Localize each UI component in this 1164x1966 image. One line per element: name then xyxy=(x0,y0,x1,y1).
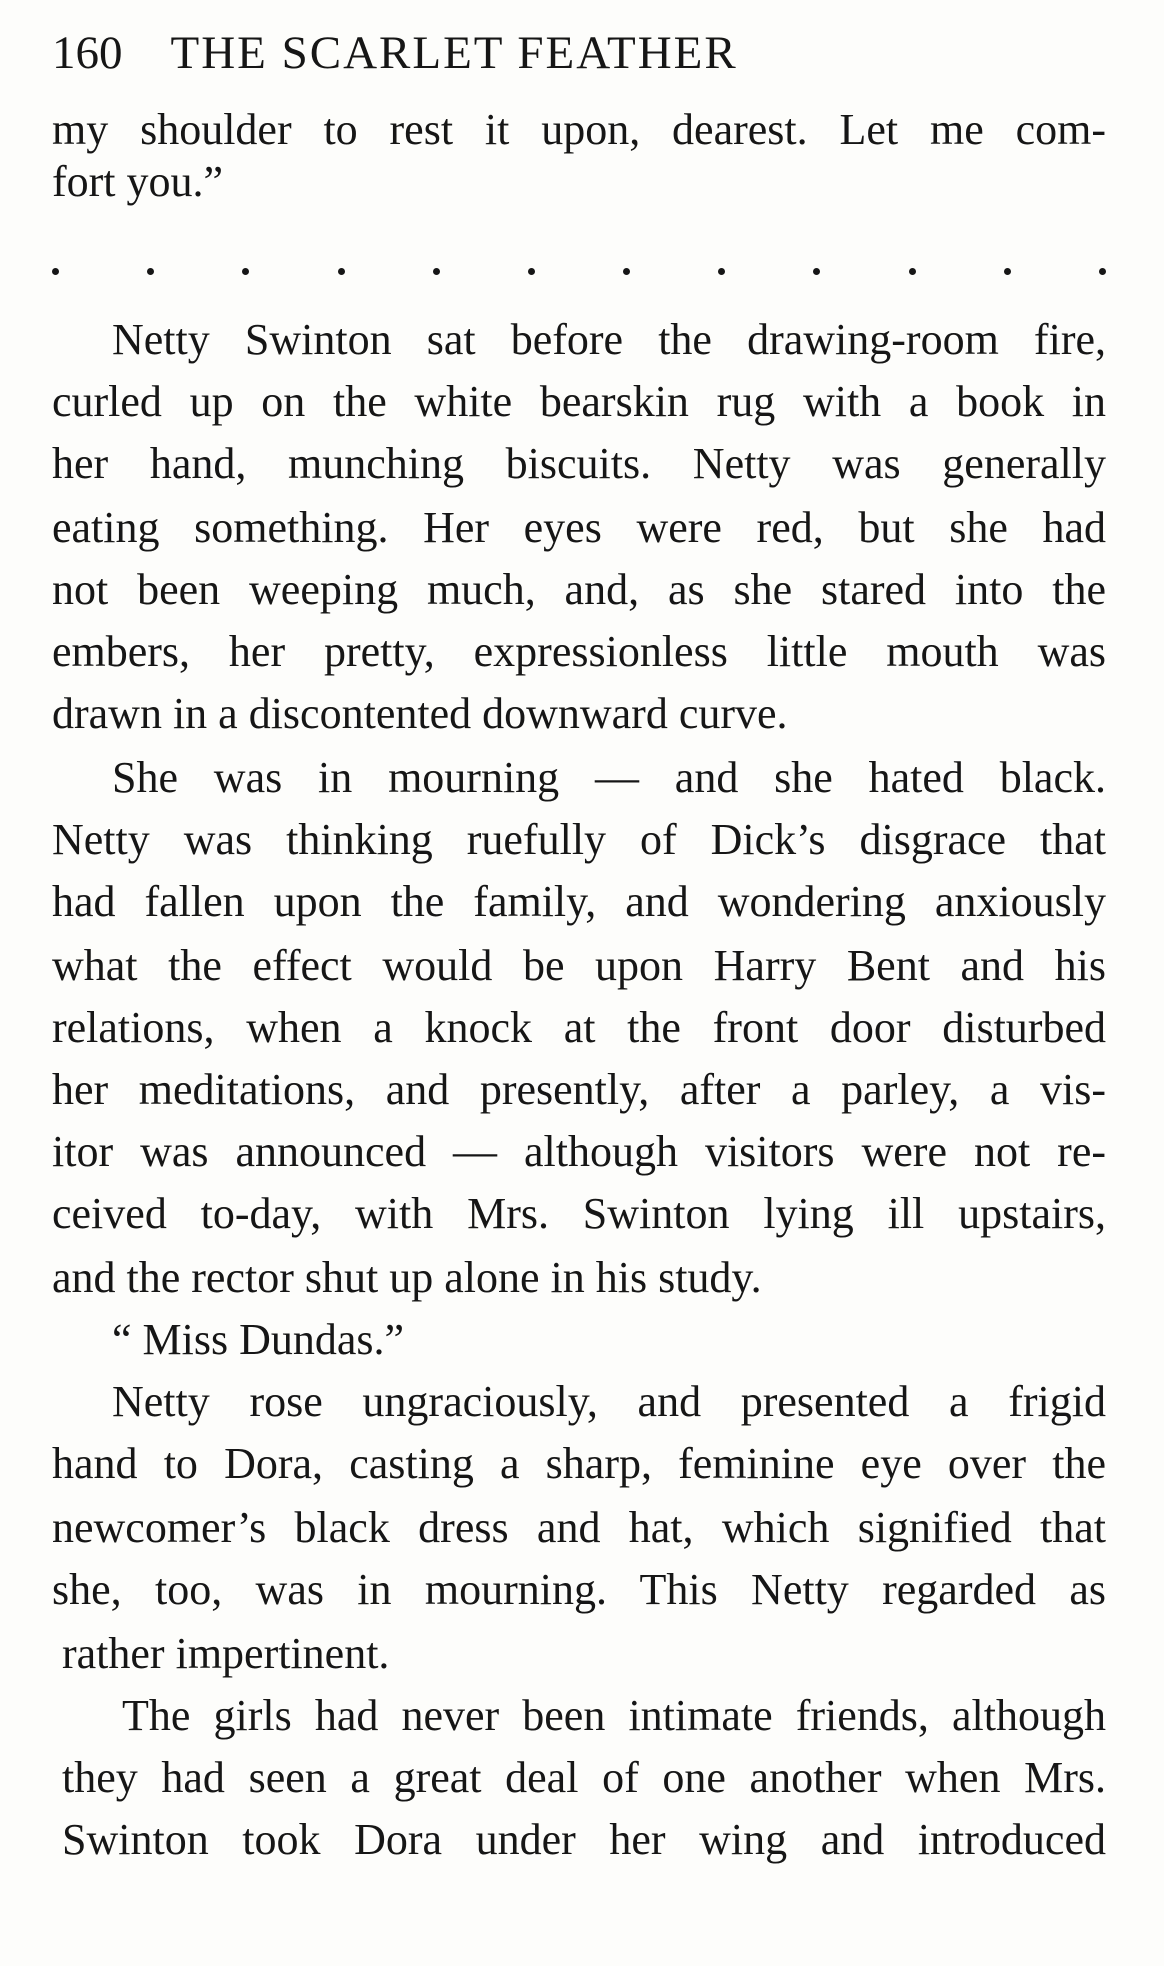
text-line: what the effect would be upon Harry Bent and his xyxy=(52,941,1106,990)
text-line: fort you.” xyxy=(52,157,224,206)
text-line: drawn in a discontented downward curve. xyxy=(52,689,788,738)
text-line: they had seen a great deal of one another when Mrs. xyxy=(62,1753,1106,1802)
text-line: embers, her pretty, expressionless little mouth was xyxy=(52,627,1106,676)
text-line: “ Miss Dundas.” xyxy=(112,1315,405,1364)
text-line: had fallen upon the family, and wondering anxiously xyxy=(52,877,1106,926)
text-line: rather impertinent. xyxy=(62,1629,390,1678)
section-break-dots xyxy=(52,268,1106,275)
running-title: THE SCARLET FEATHER xyxy=(170,27,738,79)
text-line: curled up on the white bearskin rug with a book in xyxy=(52,377,1106,426)
text-line: itor was announced — although visitors were not re- xyxy=(52,1127,1106,1176)
text-line: and the rector shut up alone in his study. xyxy=(52,1253,762,1302)
page-number: 160 xyxy=(52,27,123,79)
text-line: eating something. Her eyes were red, but she had xyxy=(52,503,1106,552)
text-line: Swinton took Dora under her wing and introduced xyxy=(62,1815,1106,1864)
text-line: She was in mourning — and she hated black. xyxy=(112,753,1106,802)
text-line: not been weeping much, and, as she stared into the xyxy=(52,565,1106,614)
text-line: her meditations, and presently, after a parley, a vis- xyxy=(52,1065,1106,1114)
text-line: ceived to-day, with Mrs. Swinton lying ill upstairs, xyxy=(52,1189,1106,1238)
text-line: Netty was thinking ruefully of Dick’s disgrace that xyxy=(52,815,1106,864)
text-line: relations, when a knock at the front door disturbed xyxy=(52,1003,1106,1052)
text-line: her hand, munching biscuits. Netty was generally xyxy=(52,439,1106,488)
text-line: The girls had never been intimate friends, although xyxy=(122,1691,1106,1740)
text-line: newcomer’s black dress and hat, which signified that xyxy=(52,1503,1106,1552)
text-line: she, too, was in mourning. This Netty regarded as xyxy=(52,1565,1106,1614)
running-header xyxy=(52,26,738,80)
text-line: my shoulder to rest it upon, dearest. Let me com- xyxy=(52,105,1106,154)
text-line: hand to Dora, casting a sharp, feminine eye over the xyxy=(52,1439,1106,1488)
text-line: Netty rose ungraciously, and presented a frigid xyxy=(112,1377,1106,1426)
text-line: Netty Swinton sat before the drawing-room fire, xyxy=(112,315,1106,364)
